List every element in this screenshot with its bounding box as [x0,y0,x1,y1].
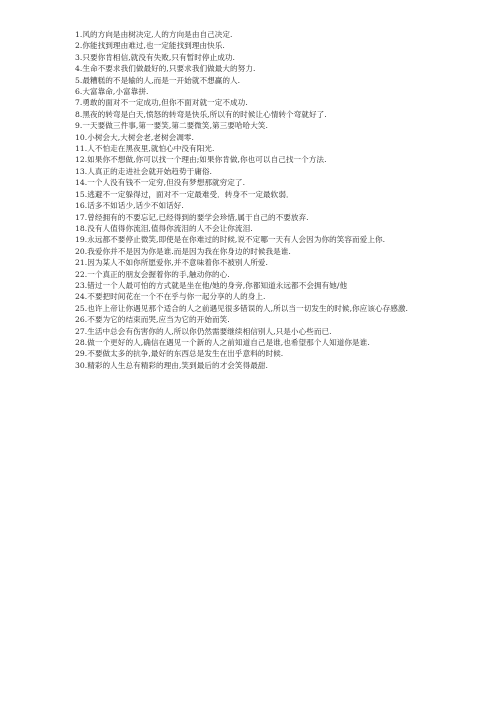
list-item: 16.话多不如话少,话少不如话好. [75,201,184,211]
list-item: 18.没有人值得你流泪,值得你流泪的人不会让你流泪. [75,223,253,233]
list-item: 20.我爱你并不是因为你是谁.而是因为我在你身边的时候我是谁. [75,246,291,256]
list-item: 25.也许上帝让你遇见那个适合的人之前遇见很多错误的人,所以当一切发生的时候,你应该心存感激. [75,303,409,313]
list-item: 10.小树会大,大树会老,老树会凋零. [75,132,194,142]
list-item: 6.大富靠命,小富靠拼. [75,87,149,97]
list-item: 29.不要做太多的抗争,最好的东西总是发生在出乎意料的时候. [75,349,284,359]
list-item: 3.只要你肯相信,就没有失败,只有暂时停止成功. [75,52,235,62]
list-item: 26.不要为它的结束而哭,应当为它的开始而笑. [75,315,230,325]
list-item: 30.精彩的人生总有精彩的理由,笑到最后的才会笑得最甜. [75,360,268,370]
list-item: 14.一个人没有钱不一定穷,但没有梦想那就穷定了. [75,178,246,188]
list-item: 15.逃避不一定躲得过，面对不一定最难受．转身不一定最软弱． [75,189,294,199]
list-item: 5.最糟糕的不是输的人,而是一开始就不想赢的人. [75,75,241,85]
list-item: 28.做一个更好的人,确信在遇见一个新的人之前知道自己是谁,也希望那个人知道你是谁. [75,337,370,347]
quote-list [75,29,430,371]
list-item: 24.不要把时间花在一个不在乎与你一起分享的人的身上. [75,292,266,302]
list-item: 23.错过一个人最可怕的方式就是坐在他/她的身旁,你都知道永远都不会拥有她/他 [75,280,348,290]
list-item: 1.风的方向是由树决定,人的方向是由自己决定. [75,30,233,39]
list-item: 17.曾经拥有的不要忘记,已经得到的要学会珍惜,属于自己的不要放弃. [75,212,309,222]
list-item: 12.如果你不想做,你可以找一个理由;如果你肯做,你也可以自己找一个方法. [75,155,327,165]
list-item: 9.一天要做三件事,第一要笑,第二要微笑,第三要哈哈大笑. [75,121,269,131]
list-item: 2.你能找到理由难过,也一定能找到理由快乐. [75,41,225,51]
list-item: 21.因为某人不如你所愿爱你,并不意味着你不被别人所爱. [75,258,268,268]
list-item: 7.勇敢的面对不一定成功,但你不面对就一定不成功. [75,98,248,108]
list-item: 4.生命不要求我们做最好的,只要求我们做最大的努力. [75,64,256,74]
list-item: 19.永远都不要停止微笑,即使是在你难过的时候,说不定哪一天有人会因为你的笑容而爱上你. [75,235,386,245]
list-item: 27.生活中总会有伤害你的人,所以你仍然需要继续相信别人,只是小心些而已. [75,326,332,336]
list-item: 8.黑夜的转弯是白天,愤怒的转弯是快乐,所以有的时候让心情转个弯就好了. [75,109,327,119]
list-item: 22.一个真正的朋友会握着你的手,触动你的心. [75,269,230,279]
list-item: 13.人真正的走进社会就开始趋势于庸俗. [75,166,212,176]
list-item: 11.人不怕走在黑夜里,就怕心中没有阳光. [75,144,215,154]
